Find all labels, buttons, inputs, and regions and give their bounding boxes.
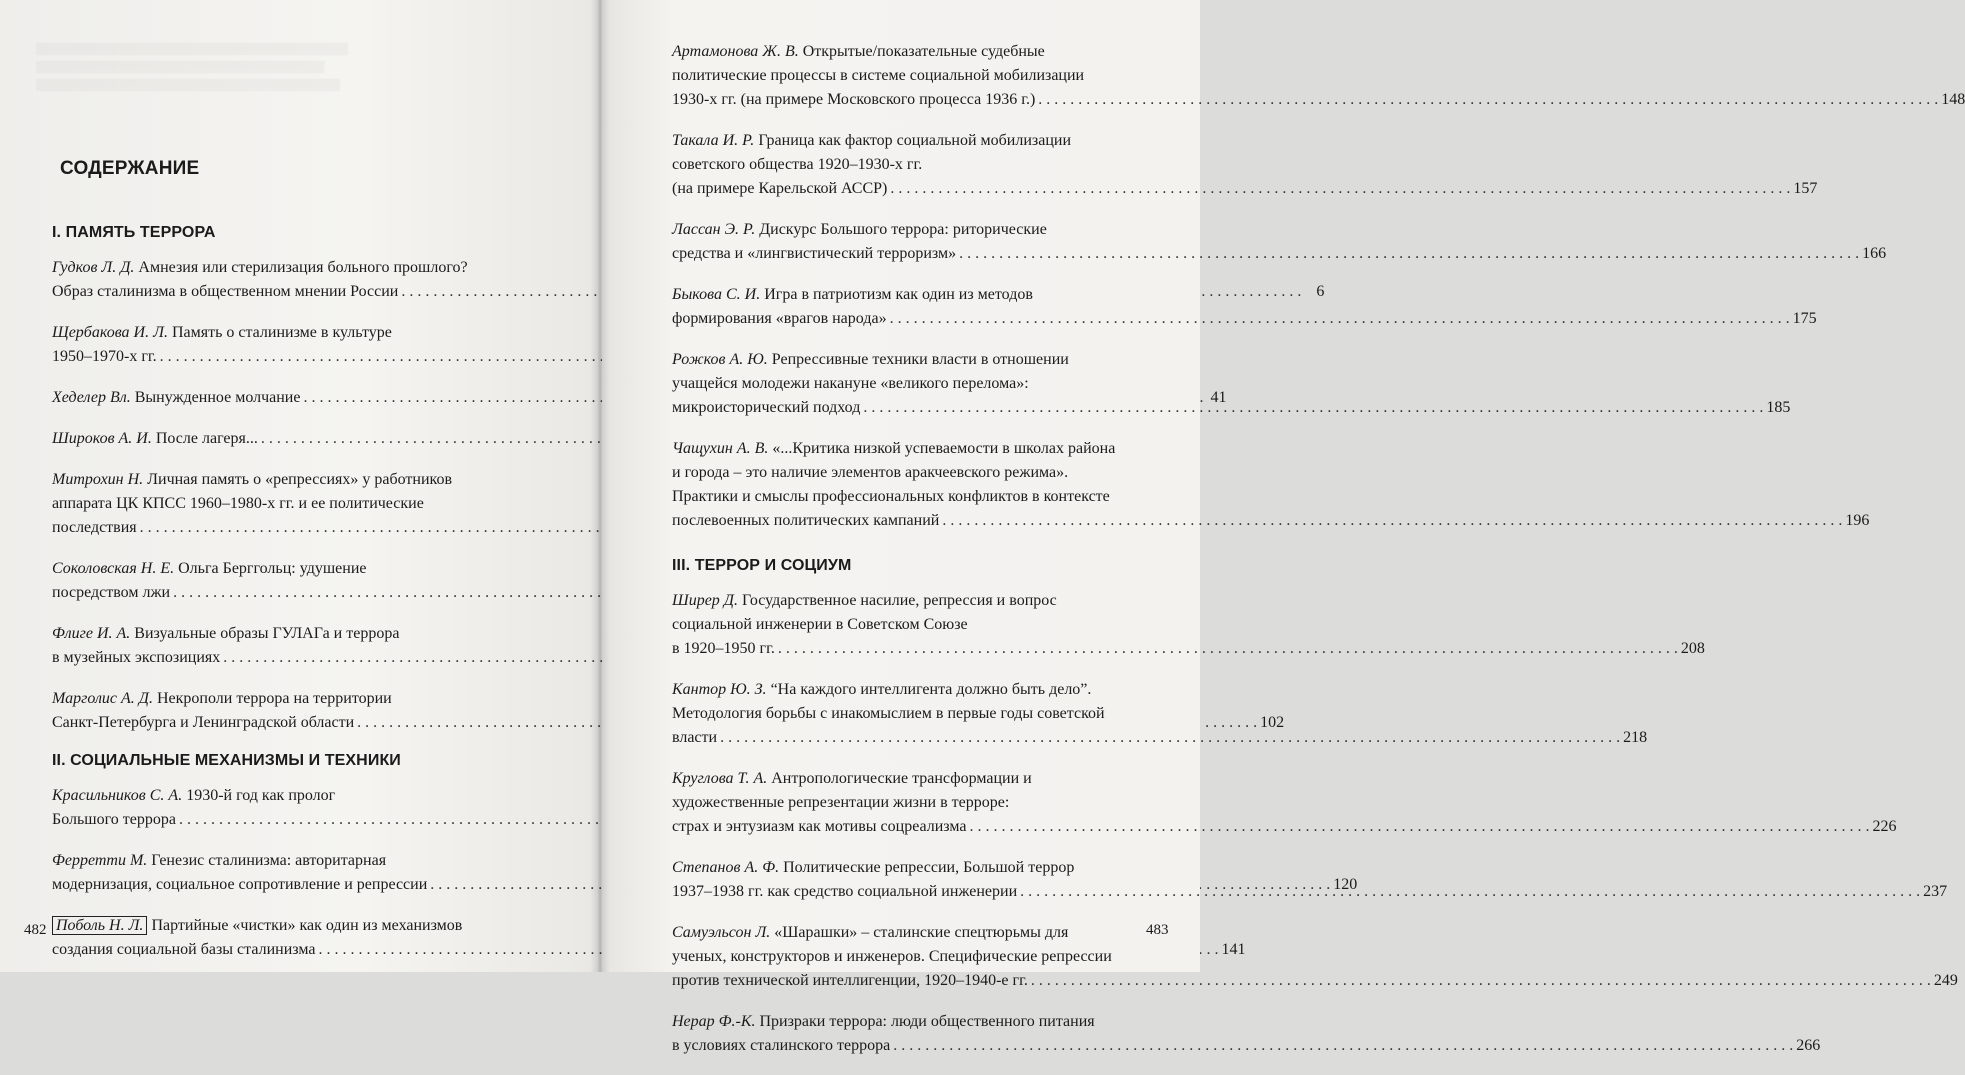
entry-line xyxy=(672,177,1818,201)
entry-title-line: Призраки террора: люди общественного питания xyxy=(759,1013,1095,1030)
toc-entry[interactable] xyxy=(672,767,1897,839)
entry-title-line: страх и энтузиазм как мотивы соцреализма xyxy=(672,818,967,835)
entry-line-text-wrap xyxy=(672,177,887,201)
entry-line xyxy=(52,468,546,492)
entry-line-text-wrap xyxy=(672,67,1084,84)
entry-page-number: 6 xyxy=(1316,283,1325,300)
dot-leader xyxy=(970,815,1870,839)
entry-line xyxy=(672,461,1148,485)
entry-line-text-wrap xyxy=(672,637,775,661)
entry-author: Соколовская Н. Е. xyxy=(52,560,175,577)
toc-entry[interactable] xyxy=(672,283,1817,331)
entry-line-text-wrap xyxy=(672,948,1112,965)
entry-author: Ферретти М. xyxy=(52,852,148,869)
entry-line xyxy=(672,1034,1821,1058)
entry-line-text-wrap xyxy=(52,916,462,935)
entry-author: Степанов А. Ф. xyxy=(672,859,780,876)
dot-leader xyxy=(1038,88,1938,112)
entry-title-line: последствия xyxy=(52,519,137,536)
entry-title-line: Политические репрессии, Большой террор xyxy=(783,859,1075,876)
entry-line-text-wrap xyxy=(672,286,1033,303)
entry-title-line: Игра в патриотизм как один из методов xyxy=(764,286,1033,303)
entry-line-text-wrap xyxy=(52,324,392,341)
entry-title-line: в 1920–1950 гг. xyxy=(672,640,775,657)
entry-line-text-wrap xyxy=(672,969,1028,993)
entry-title-line: социальной инженерии в Советском Союзе xyxy=(672,616,968,633)
entry-line-text-wrap xyxy=(52,471,452,488)
page-number-right: 483 xyxy=(1146,922,1169,938)
entry-page-number: 141 xyxy=(1221,941,1246,958)
entry-line-text-wrap xyxy=(52,690,392,707)
entry-line-text-wrap xyxy=(672,794,1009,811)
entry-line xyxy=(52,687,546,711)
entry-line xyxy=(672,64,1148,88)
section-heading: I. ПАМЯТЬ ТЕРРОРА xyxy=(52,224,216,241)
entry-line xyxy=(52,581,546,605)
entry-line-text-wrap xyxy=(672,815,967,839)
entry-line xyxy=(52,256,546,280)
entry-line-text-wrap xyxy=(672,43,1045,60)
entry-line-text-wrap xyxy=(52,516,137,540)
entry-line xyxy=(672,921,1148,945)
entry-line-text-wrap xyxy=(52,938,315,962)
entry-page-number: 120 xyxy=(1333,876,1358,893)
entry-line-text-wrap xyxy=(672,726,717,750)
entry-line-text-wrap xyxy=(52,495,424,512)
entry-page-number: 175 xyxy=(1792,310,1817,327)
entry-line-text-wrap xyxy=(672,464,1068,481)
entry-page-number: 226 xyxy=(1872,818,1897,835)
entry-author: Нерар Ф.-К. xyxy=(672,1013,756,1030)
entry-title-line: художественные репрезентации жизни в терроре: xyxy=(672,794,1010,811)
entry-author: Рожков А. Ю. xyxy=(672,351,768,368)
dot-leader xyxy=(942,509,1842,533)
dot-leader xyxy=(1020,880,1920,904)
entry-line xyxy=(672,88,1965,112)
entry-line xyxy=(672,969,1958,993)
entry-title-line: Большого террора xyxy=(52,811,176,828)
toc-entry[interactable] xyxy=(52,622,546,670)
entry-title-line: формирования «врагов народа» xyxy=(672,310,887,327)
entry-author: Кантор Ю. З. xyxy=(672,681,767,698)
entry-line xyxy=(672,129,1148,153)
entry-author: Круглова Т. А. xyxy=(672,770,768,787)
entry-author: Лассан Э. Р. xyxy=(672,221,756,238)
entry-title-line: учащейся молодежи накануне «великого перелома»: xyxy=(672,375,1029,392)
entry-title-line: против технической интеллигенции, 1920–1940-е гг. xyxy=(672,972,1028,989)
entry-author: Красильников С. А. xyxy=(52,787,183,804)
entry-line-text-wrap xyxy=(52,280,398,304)
entry-line-text-wrap xyxy=(672,132,1071,149)
entry-line xyxy=(672,348,1148,372)
entry-line xyxy=(672,637,1705,661)
entry-line xyxy=(672,767,1148,791)
entry-line xyxy=(52,492,546,516)
entry-line xyxy=(52,622,546,646)
toc-entry[interactable] xyxy=(672,40,1965,112)
dot-leader xyxy=(1031,969,1931,993)
entry-line xyxy=(52,557,546,581)
entry-author: Щербакова И. Л. xyxy=(52,324,168,341)
entry-title-line: (на примере Карельской АССР) xyxy=(672,180,888,197)
entry-title-line: 1930-й год как пролог xyxy=(186,787,336,804)
entry-title-line: власти xyxy=(672,729,718,746)
entry-line-text-wrap xyxy=(672,770,1032,787)
dot-leader xyxy=(720,726,1620,750)
toc-entry[interactable] xyxy=(52,784,546,832)
entry-author: Такала И. Р. xyxy=(672,132,755,149)
entry-line xyxy=(52,345,546,369)
entry-line xyxy=(52,516,546,540)
toc-entry[interactable] xyxy=(672,437,1870,533)
entry-title-line: Образ сталинизма в общественном мнении России xyxy=(52,283,399,300)
entry-line-text-wrap xyxy=(672,375,1029,392)
entry-author: Широков А. И. xyxy=(52,430,152,447)
entry-line-text-wrap xyxy=(672,242,956,266)
entry-line xyxy=(672,509,1870,533)
entry-page-number: 102 xyxy=(1260,714,1285,731)
entry-line-text-wrap xyxy=(672,681,1091,698)
entry-line-text-wrap xyxy=(52,646,220,670)
entry-page-number: 196 xyxy=(1845,512,1870,529)
entry-page-number: 208 xyxy=(1680,640,1705,657)
toc-title: СОДЕРЖАНИЕ xyxy=(60,158,200,179)
section-heading: III. ТЕРРОР И СОЦИУМ xyxy=(672,557,852,574)
entry-title-line: “На каждого интеллигента должно быть дело”. xyxy=(770,681,1092,698)
entry-title-line: послевоенных политических кампаний xyxy=(672,512,940,529)
entry-author: Митрохин Н. xyxy=(52,471,144,488)
entry-line-text-wrap xyxy=(672,592,1057,609)
entry-line-text-wrap xyxy=(672,307,887,331)
toc-entry[interactable] xyxy=(52,468,546,540)
entry-title-line: После лагеря... xyxy=(155,430,258,447)
entry-title-line: аппарата ЦК КПСС 1960–1980-х гг. и ее политические xyxy=(52,495,424,512)
entry-line-text-wrap xyxy=(672,924,1068,941)
entry-line-text-wrap xyxy=(672,221,1047,238)
entry-author: Марголис А. Д. xyxy=(52,690,153,707)
entry-title-line: «Шарашки» – сталинские спецтюрьмы для xyxy=(774,924,1069,941)
entry-line xyxy=(672,40,1148,64)
entry-title-line: Вынужденное молчание xyxy=(134,389,301,406)
entry-title-line: Партийные «чистки» как один из механизмов xyxy=(151,917,463,934)
entry-title-line: Генезис сталинизма: авторитарная xyxy=(151,852,387,869)
entry-line xyxy=(672,307,1817,331)
entry-author: Чащухин А. В. xyxy=(672,440,769,457)
entry-author: Гудков Л. Д. xyxy=(52,259,135,276)
entry-line xyxy=(672,815,1897,839)
entry-line-text-wrap xyxy=(672,396,860,420)
dot-leader xyxy=(890,177,1790,201)
entry-line-text-wrap xyxy=(672,156,922,173)
entry-title-line: 1930-х гг. (на примере Московского процесса 1936 г.) xyxy=(672,91,1036,108)
dot-leader xyxy=(890,307,1790,331)
entry-line-text-wrap xyxy=(672,616,968,633)
entry-page-number: 185 xyxy=(1766,399,1791,416)
toc-entry[interactable] xyxy=(52,427,546,451)
entry-page-number: 218 xyxy=(1623,729,1648,746)
entry-line xyxy=(672,613,1148,637)
entry-line-text-wrap xyxy=(672,880,1017,904)
entry-title-line: Ольга Берггольц: удушение xyxy=(178,560,367,577)
entry-author-highlighted: Поболь Н. Л. xyxy=(52,916,147,935)
entry-line xyxy=(52,849,546,873)
entry-line xyxy=(52,646,546,670)
entry-title-line: Открытые/показательные судебные xyxy=(802,43,1045,60)
entry-page-number: 249 xyxy=(1933,972,1958,989)
entry-author: Хеделер Вл. xyxy=(52,389,131,406)
entry-title-line: ученых, конструкторов и инженеров. Специфические репрессии xyxy=(672,948,1112,965)
entry-line-text-wrap xyxy=(52,560,367,577)
entry-author: Самуэльсон Л. xyxy=(672,924,771,941)
entry-line-text-wrap xyxy=(52,873,427,897)
entry-line xyxy=(672,1010,1148,1034)
entry-line-text-wrap xyxy=(672,509,939,533)
entry-line-text-wrap xyxy=(52,259,468,276)
entry-title-line: Санкт-Петербурга и Ленинградской области xyxy=(52,714,355,731)
entry-line xyxy=(672,945,1148,969)
toc-entry[interactable] xyxy=(672,129,1818,201)
entry-title-line: Государственное насилие, репрессия и вопрос xyxy=(741,592,1057,609)
entry-title-line: микроисторический подход xyxy=(672,399,861,416)
toc-entry[interactable] xyxy=(52,321,546,369)
entry-line-text-wrap xyxy=(672,88,1035,112)
entry-line xyxy=(672,856,1148,880)
entry-title-line: средства и «лингвистический терроризм» xyxy=(672,245,957,262)
entry-line xyxy=(672,372,1148,396)
entry-title-line: Визуальные образы ГУЛАГа и террора xyxy=(134,625,400,642)
entry-line-text-wrap xyxy=(52,852,386,869)
entry-title-line: Антропологические трансформации и xyxy=(771,770,1032,787)
entry-line xyxy=(672,702,1148,726)
entry-title-line: посредством лжи xyxy=(52,584,171,601)
entry-title-line: Некрополи террора на территории xyxy=(156,690,392,707)
entry-line-text-wrap xyxy=(672,351,1069,368)
entry-line xyxy=(672,153,1148,177)
toc-entry[interactable] xyxy=(672,218,1887,266)
entry-line xyxy=(672,485,1148,509)
entry-title-line: Личная память о «репрессиях» у работников xyxy=(147,471,453,488)
dot-leader xyxy=(778,637,1678,661)
entry-line-text-wrap xyxy=(672,1034,890,1058)
dot-leader xyxy=(863,396,1763,420)
entry-line xyxy=(52,784,546,808)
entry-title-line: Практики и смыслы профессиональных конфликтов в контексте xyxy=(672,488,1110,505)
dot-leader xyxy=(959,242,1859,266)
entry-title-line: Репрессивные техники власти в отношении xyxy=(771,351,1069,368)
entry-title-line: политические процессы в системе социальной мобилизации xyxy=(672,67,1085,84)
entry-line xyxy=(672,678,1148,702)
entry-page-number: 157 xyxy=(1793,180,1818,197)
entry-title-line: в условиях сталинского террора xyxy=(672,1037,891,1054)
entry-title-line: Методология борьбы с инакомыслием в первые годы советской xyxy=(672,705,1105,722)
toc-entry[interactable] xyxy=(672,1010,1821,1058)
entry-line-text-wrap xyxy=(672,1013,1095,1030)
entry-line xyxy=(672,242,1887,266)
entry-author: Флиге И. А. xyxy=(52,625,131,642)
entry-line-text-wrap xyxy=(672,440,1115,457)
dot-leader xyxy=(893,1034,1793,1058)
entry-line xyxy=(672,589,1148,613)
entry-title-line: советского общества 1920–1930-х гг. xyxy=(672,156,923,173)
entry-title-line: 1937–1938 гг. как средство социальной инженерии xyxy=(672,883,1018,900)
entry-title-line: Амнезия или стерилизация больного прошлого? xyxy=(138,259,468,276)
page-number-left: 482 xyxy=(24,922,47,938)
entry-line-text-wrap xyxy=(52,711,354,735)
entry-line-text-wrap xyxy=(52,787,335,804)
section-heading: II. СОЦИАЛЬНЫЕ МЕХАНИЗМЫ И ТЕХНИКИ xyxy=(52,752,401,769)
entry-author: Ширер Д. xyxy=(672,592,738,609)
entry-line xyxy=(52,321,546,345)
entry-title-line: 1950–1970-х гг. xyxy=(52,348,157,365)
entry-page-number: 266 xyxy=(1796,1037,1821,1054)
toc-entry[interactable] xyxy=(52,557,546,605)
entry-page-number: 237 xyxy=(1923,883,1948,900)
entry-page-number: 166 xyxy=(1862,245,1887,262)
entry-line-text-wrap xyxy=(672,859,1074,876)
entry-line xyxy=(672,437,1148,461)
entry-line xyxy=(672,726,1648,750)
entry-line-text-wrap xyxy=(52,581,170,605)
bleed-through-text: ▒▒▒▒▒▒▒▒▒▒▒▒▒▒▒▒▒▒▒▒▒▒▒▒▒▒▒▒▒▒▒▒▒▒▒▒▒▒▒▒ ▒▒▒▒▒▒▒▒▒▒▒▒▒▒▒▒▒▒▒▒▒▒▒▒▒▒▒▒▒▒▒▒▒▒▒▒▒ ▒▒▒▒▒▒▒▒▒▒▒▒▒▒▒▒▒▒▒▒▒▒▒▒▒▒▒▒▒▒▒▒▒▒▒▒▒▒▒ xyxy=(36,43,348,91)
entry-line-text-wrap xyxy=(672,705,1105,722)
entry-title-line: Память о сталинизме в культуре xyxy=(171,324,392,341)
entry-page-number: 41 xyxy=(1210,389,1227,406)
toc-entry[interactable] xyxy=(672,589,1705,661)
entry-line-text-wrap xyxy=(672,488,1110,505)
entry-line-text-wrap xyxy=(52,625,399,642)
entry-title-line: Дискурс Большого террора: риторические xyxy=(759,221,1047,238)
entry-line-text-wrap xyxy=(52,808,176,832)
entry-line xyxy=(52,914,546,938)
entry-page-number: 148 xyxy=(1941,91,1965,108)
entry-title-line: модернизация, социальное сопротивление и репрессии xyxy=(52,876,428,893)
entry-line xyxy=(672,283,1148,307)
entry-line xyxy=(52,808,546,832)
entry-title-line: «...Критика низкой успеваемости в школах района xyxy=(772,440,1116,457)
entry-title-line: Граница как фактор социальной мобилизации xyxy=(758,132,1072,149)
entry-line xyxy=(52,427,546,451)
entry-title-line: и города – это наличие элементов аракчеевского режима». xyxy=(672,464,1069,481)
entry-line xyxy=(672,791,1148,815)
entry-author: Артамонова Ж. В. xyxy=(672,43,799,60)
entry-line-text-wrap xyxy=(52,386,300,410)
entry-title-line: создания социальной базы сталинизма xyxy=(52,941,316,958)
entry-line-text-wrap xyxy=(52,345,157,369)
entry-line xyxy=(672,218,1148,242)
entry-author: Быкова С. И. xyxy=(672,286,761,303)
entry-title-line: в музейных экспозициях xyxy=(52,649,221,666)
entry-line-text-wrap xyxy=(52,427,258,451)
